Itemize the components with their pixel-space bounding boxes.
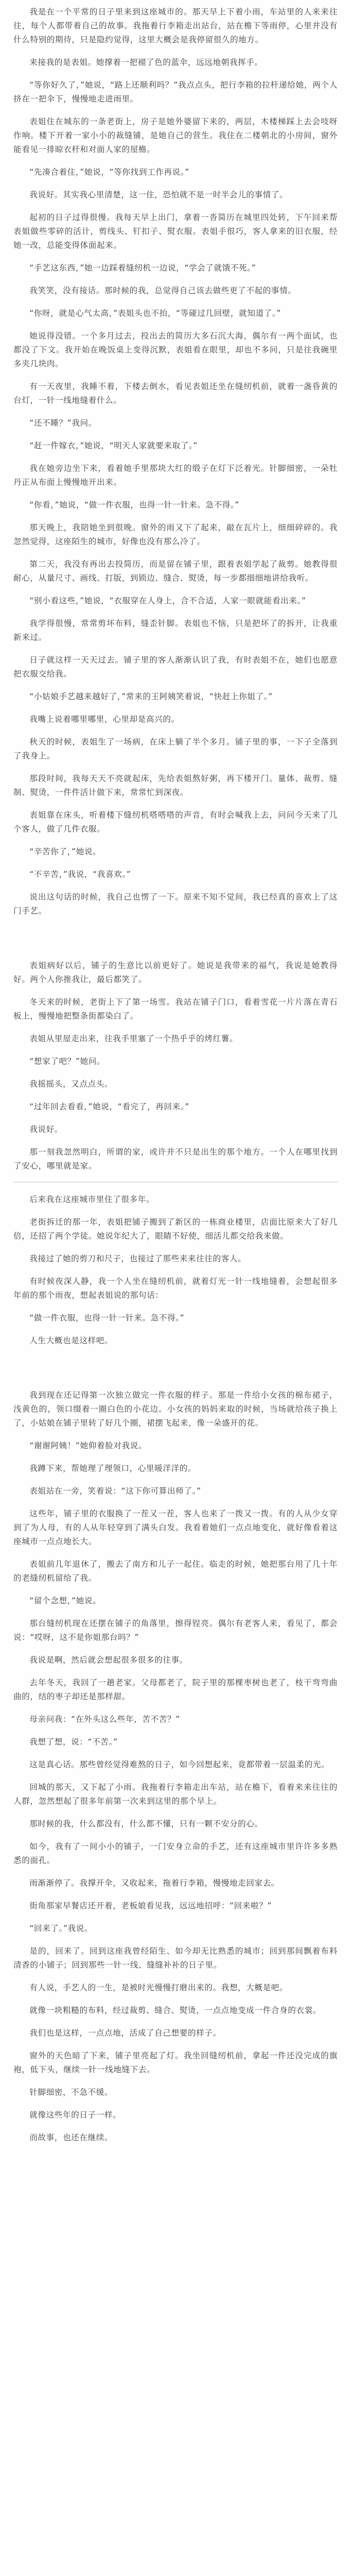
paragraph: 我们也是这样，一点点地，活成了自己想要的样子。	[29, 2028, 221, 2038]
paragraph: “回来了。”我说。	[29, 1924, 93, 1933]
paragraph: 日子就这样一天天过去。铺子里的客人渐渐认识了我，有时表姐不在，她们也愿意把衣服交给我。	[13, 655, 338, 679]
paragraph: 针脚细密，不急不缓。	[29, 2088, 113, 2097]
paragraph: 说出这句话的时候，我自己也愣了一下。原来不知不觉间，我已经真的喜欢上了这门手艺。	[13, 892, 338, 916]
paragraph: 我是在一个平常的日子里来到这座城市的。那天早上下着小雨，车站里的人来来往往，每个人都带着自己的故事。我拖着行李箱走出站台，站在檐下等雨停，心里并没有什么特别的期待，只是隐约觉得，这里大概会是我停留很久的地方。	[13, 7, 338, 44]
paragraph: 那段时间，我每天天不亮就起床，先给表姐熬好粥，再下楼开门。量体、裁剪、缝制、熨烫，一件件活计做下来，常常忙到深夜。	[13, 774, 338, 797]
story-section-1	[13, 5, 338, 1173]
paragraph: 我到现在还记得第一次独立做完一件衣服的样子。那是一件给小女孩的棉布裙子，浅黄色的，领口缀着一圈白色的小花边。小女孩的妈妈来取的时候，当场就给孩子换上了，小姑娘在铺子里转了好几个圈，裙摆飞起来，像一朵盛开的花。	[13, 1391, 338, 1428]
paragraph: “等你好久了，”她说，“路上还顺利吗？”我点点头，把行李箱的拉杆递给她，两个人挤在一把伞下，慢慢地走进雨里。	[13, 80, 338, 104]
paragraph: “你呀，就是心气太高，”表姐头也不抬，“等碰过几回壁，就知道了。”	[29, 309, 281, 318]
paragraph: 她说得没错。一个多月过去，投出去的简历大多石沉大海，偶尔有一两个面试，也都没了下文。我开始在晚饭桌上变得沉默，表姐看在眼里，却也不多问，只是往我碗里多夹几块肉。	[13, 331, 338, 368]
paragraph: 我接过了她的剪刀和尺子，也接过了那些来来往往的客人。	[29, 1254, 247, 1263]
paragraph: 我说好。其实我心里清楚，这一住，恐怕就不是一时半会儿的事情了。	[29, 190, 288, 199]
paragraph: 我笑笑，没有接话。那时候的我，总觉得自己该去做些更了不起的事情。	[29, 286, 296, 295]
paragraph: 这些年，铺子里的衣服换了一茬又一茬，客人也来了一拨又一拨。有的人从少女穿到了为人母，有的人从年轻穿到了满头白发。我看着她们一点点地变化，就好像看着这座城市一点点地长大。	[13, 1509, 338, 1546]
paragraph: 来接我的是表姐。她撑着一把褪了色的蓝伞，远远地朝我挥手。	[29, 58, 263, 67]
paragraph: 那一刻我忽然明白，所谓的家，或许并不只是出生的那个地方。一个人在哪里找到了安心，哪里就是家。	[13, 1147, 338, 1171]
paragraph: 窗外的天色暗了下来，铺子里亮起了灯。我坐回缝纫机前，拿起一件还没完成的旗袍，低下头，继续一针一线地缝下去。	[13, 2051, 338, 2074]
paragraph: 就像一块粗糙的布料，经过裁剪、缝合、熨烫，一点点地变成一件合身的衣裳。	[29, 2006, 321, 2015]
paragraph: 我说是啊，然后就会想起很多很多的往事。	[29, 1655, 188, 1665]
paragraph: “小姑娘手艺越来越好了，”常来的王阿姨笑着说，“快赶上你姐了。”	[29, 692, 273, 701]
paragraph: 秋天的时候，表姐生了一场病，在床上躺了半个多月。铺子里的事，一下子全落到了我身上。	[13, 737, 338, 760]
paragraph: 母亲问我：“在外头这么些年，苦不苦？”	[29, 1715, 180, 1724]
paragraph: “做一件衣服，也得一针一针来。急不得。”	[29, 1313, 185, 1323]
paragraph: 街角那家早餐店还开着，老板娘看见我，远远地招呼：“回来啦？”	[29, 1901, 272, 1910]
paragraph: 表姐站在一旁，笑着说：“这下你可算出师了。”	[29, 1486, 201, 1496]
paragraph: 我想了想，说：“不苦。”	[29, 1737, 118, 1747]
paragraph: “还不睡？”我问。	[29, 418, 97, 428]
paragraph-gap	[13, 927, 338, 959]
story-section-2	[13, 1193, 338, 2145]
paragraph: “先凑合着住，”她说，“等你找到工作再说。”	[29, 167, 189, 177]
paragraph: 我说好。	[29, 1125, 63, 1134]
paragraph: 我摇摇头，又点点头。	[29, 1079, 113, 1089]
paragraph: 就像这些年的日子一样。	[29, 2110, 121, 2120]
paragraph: “辛苦你了，”她说。	[29, 847, 101, 856]
paragraph: 如今，我有了一间小小的铺子，一门安身立命的手艺，还有这座城市里许许多多熟悉的面孔。	[13, 1842, 338, 1865]
paragraph: 那台缝纫机现在还摆在铺子的角落里，擦得锃亮。偶尔有老客人来，看见了，都会说：“哎呀，这不是你姐那台吗？”	[13, 1619, 338, 1642]
paragraph: 雨渐渐停了。我撑开伞，又收起来，拖着行李箱，慢慢地走回家去。	[29, 1878, 280, 1888]
paragraph: “留个念想，”她说。	[29, 1596, 101, 1605]
paragraph: 有时候夜深人静，我一个人坐在缝纫机前，就着灯光一针一线地缝着，会想起很多年前的那个雨夜，想起表姐说的那句话：	[13, 1277, 338, 1300]
paragraph: 而故事，也还在继续。	[29, 2133, 113, 2142]
paragraph: 回城的那天，又下起了小雨。我拖着行李箱走出车站，站在檐下，看着来来往往的人群，忽然想起了很多年前第一次来到这里的那个早上。	[13, 1783, 338, 1806]
paragraph: 我嘴上说着哪里哪里，心里却是高兴的。	[29, 715, 180, 724]
paragraph: 第二天，我没有再出去投简历，而是留在铺子里，跟着表姐学起了裁剪。她教得很耐心，从量尺寸、画线、打版，到锁边、缝合、熨烫，每一步都细细地讲给我听。	[13, 560, 338, 583]
paragraph: 这是真心话。那些曾经觉得难熬的日子，如今回想起来，竟都带着一层温柔的光。	[29, 1760, 330, 1769]
paragraph: 那时候的我，什么都没有，什么都不懂，只有一颗不安分的心。	[29, 1819, 263, 1828]
paragraph: 表姐住在城东的一条老街上，房子是她外婆留下来的，两层，木楼梯踩上去会吱呀作响。楼下开着一家小小的裁缝铺，是她自己的营生。我住在二楼朝北的小房间，窗外能看见一排晾衣杆和对面人家的屋檐。	[13, 117, 338, 154]
paragraph: “手艺这东西，”她一边踩着缝纫机一边说，“学会了就饿不死。”	[29, 263, 256, 273]
paragraph: 有人说，手艺人的一生，是被时光慢慢打磨出来的。我想，大概是吧。	[29, 1983, 288, 1992]
paragraph: 起初的日子过得很慢。我每天早上出门，拿着一沓简历在城里四处转，下午回来帮表姐做些零碎的活计，剪线头、钉扣子、熨衣服。表姐手很巧，客人拿来的旧衣服，经她一改，总能变得体面起来。	[13, 213, 338, 250]
paragraph: “赶一件嫁衣，”她说，“明天人家就要来取了。”	[29, 441, 198, 450]
paragraph: 表姐前几年退休了，搬去了南方和儿子一起住。临走的时候，她把那台用了几十年的老缝纫机留给了我。	[13, 1560, 338, 1583]
paragraph: 表姐靠在床头，听着楼下缝纫机嗒嗒嗒的声音，有时会喊我上去，问问今天来了几个客人，做了几件衣服。	[13, 810, 338, 834]
paragraph: “别小看这些，”她说，“衣服穿在人身上，合不合适，人家一眼就能看出来。”	[29, 596, 306, 605]
paragraph: 我在她旁边坐下来，看着她手里那块大红的缎子在灯下泛着光。针脚细密，一朵牡丹正从布面上慢慢地开出来。	[13, 464, 338, 487]
paragraph: 老街拆迁的那一年，表姐把铺子搬到了新区的一栋商业楼里，店面比原来大了好几倍，还招了两个学徒。她说年纪大了，眼睛不好使，细活儿都交给我来做。	[13, 1217, 338, 1241]
paragraph: 是的，回来了。回到这座我曾经陌生、如今却无比熟悉的城市；回到那间飘着布料清香的小铺子；回到那些一针一线、缝缝补补的日子里。	[13, 1946, 338, 1970]
paragraph: 我学得很慢，常常剪坏布料，缝歪针脚。表姐也不恼，只是把坏了的拆开，让我重新来过。	[13, 619, 338, 642]
paragraph: “过年回去看看，”她说，“看完了，再回来。”	[29, 1102, 189, 1111]
paragraph: 有一天夜里，我睡不着，下楼去倒水，看见表姐还坐在缝纫机前，就着一盏昏黄的台灯，一针一线地缝着什么。	[13, 382, 338, 405]
paragraph: 那天晚上，我陪她坐到很晚。窗外的雨又下了起来，敲在瓦片上，细细碎碎的。我忽然觉得，这座陌生的城市，好像也没有那么冷了。	[13, 523, 338, 546]
paragraph: “想家了吧？”她问。	[29, 1057, 106, 1066]
paragraph: 冬天来的时候，老街上下了第一场雪。我站在铺子门口，看着雪花一片片落在青石板上，慢慢地把整条街都染白了。	[13, 997, 338, 1021]
paragraph: 表姐病好以后，铺子的生意比以前更好了。她说是我带来的福气，我说是她教得好。两个人你推我让，最后都笑了。	[13, 961, 338, 984]
paragraph-gap	[13, 1357, 338, 1388]
paragraph: 后来我在这座城市里住了很多年。	[29, 1195, 155, 1204]
paragraph: 人生大概也是这样吧。	[29, 1336, 113, 1345]
paragraph: 表姐从里屋走出来，往我手里塞了一个热乎乎的烤红薯。	[29, 1034, 238, 1043]
paragraph: 去年冬天，我回了一趟老家。父母都老了，院子里的那棵枣树也老了，枝干弯弯曲曲的，结的枣子却还是那样甜。	[13, 1678, 338, 1701]
paragraph: “你看，”她说，“做一件衣服，也得一针一针来。急不得。”	[29, 500, 239, 510]
paragraph: 我蹲下来，帮她理了理领口，心里暖洋洋的。	[29, 1464, 197, 1473]
paragraph: “不辛苦，”我说，“我喜欢。”	[29, 870, 131, 879]
paragraph: “谢谢阿姨！”她仰着脸对我说。	[29, 1441, 147, 1450]
